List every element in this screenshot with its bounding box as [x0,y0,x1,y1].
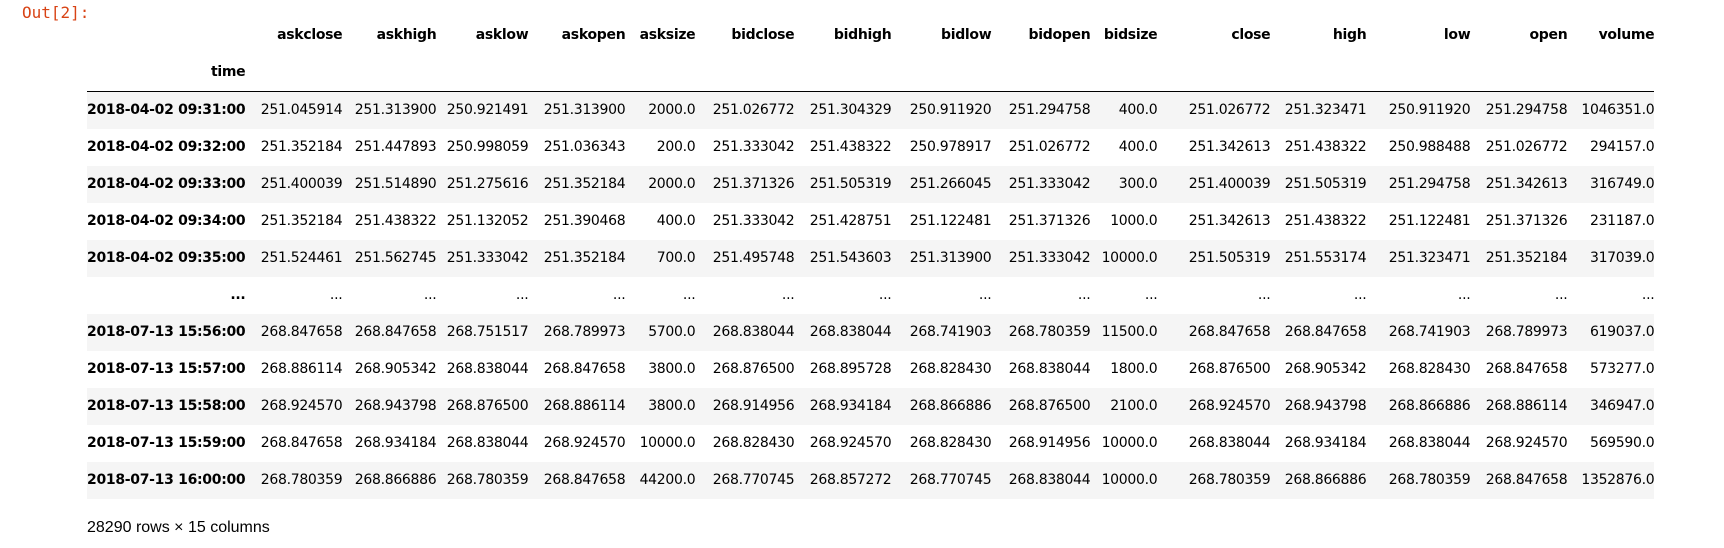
dataframe-table [87,18,1654,499]
cell-asklow: 251.333042 [446,250,529,266]
cell-low: 268.741903 [1388,324,1471,340]
index-name-blank-cell [794,53,891,92]
cell-close: 251.342613 [1188,139,1271,155]
cell-asksize: 200.0 [656,139,696,155]
cell-low: ... [1457,287,1471,303]
cell-close: 268.876500 [1188,361,1271,377]
cell-askhigh: 268.934184 [354,435,437,451]
column-header-low: low [1443,27,1471,43]
output-prompt: Out[2]: [22,3,90,22]
cell-askhigh: 251.313900 [354,102,437,118]
cell-askhigh: 268.943798 [354,398,437,414]
cell-bidclose: 268.770745 [712,472,795,488]
cell-bidlow: 268.770745 [909,472,992,488]
cell-high: 251.438322 [1284,213,1367,229]
cell-asklow: 250.921491 [446,102,529,118]
cell-bidlow: 250.911920 [909,102,992,118]
cell-close: 251.342613 [1188,213,1271,229]
cell-asklow: 250.998059 [446,139,529,155]
cell-askopen: 268.847658 [543,361,626,377]
cell-volume: 1046351.0 [1581,102,1655,118]
cell-bidsize: 1800.0 [1110,361,1158,377]
cell-asksize: 2000.0 [648,176,696,192]
cell-asklow: 251.132052 [446,213,529,229]
cell-bidclose: 268.876500 [712,361,795,377]
cell-close: 251.026772 [1188,102,1271,118]
column-header-row [87,18,1654,53]
cell-bidlow: 251.313900 [909,250,992,266]
cell-bidhigh: 268.924570 [809,435,892,451]
column-header-open: open [1529,27,1568,43]
cell-askopen: 251.036343 [543,139,626,155]
index-name-blank-cell [695,53,794,92]
column-header-bidhigh: bidhigh [833,27,892,43]
cell-bidclose: 251.371326 [712,176,795,192]
cell-bidsize: ... [1144,287,1158,303]
cell-asksize: 5700.0 [648,324,696,340]
column-header-bidclose: bidclose [731,27,795,43]
table-row [87,425,1654,462]
cell-asksize: 2000.0 [648,102,696,118]
cell-bidclose: 251.495748 [712,250,795,266]
cell-bidclose: 268.828430 [712,435,795,451]
cell-volume: ... [1641,287,1655,303]
corner-cell [87,18,245,53]
cell-low: 251.294758 [1388,176,1471,192]
cell-bidhigh: 268.895728 [809,361,892,377]
cell-bidhigh: ... [878,287,892,303]
cell-bidsize: 400.0 [1118,139,1158,155]
row-index-cell: 2018-04-02 09:34:00 [87,213,246,229]
cell-high: 251.553174 [1284,250,1367,266]
column-header-asklow: asklow [475,27,529,43]
cell-close: 251.505319 [1188,250,1271,266]
cell-volume: 569590.0 [1589,435,1655,451]
cell-bidhigh: 268.838044 [809,324,892,340]
cell-askopen: 268.886114 [543,398,626,414]
cell-close: 268.847658 [1188,324,1271,340]
column-header-bidopen: bidopen [1028,27,1091,43]
cell-asksize: ... [682,287,696,303]
cell-open: 251.294758 [1485,102,1568,118]
index-name-blank-cell [1090,53,1157,92]
cell-close: 268.780359 [1188,472,1271,488]
cell-bidhigh: 251.505319 [809,176,892,192]
table-row [87,277,1654,314]
cell-volume: 619037.0 [1589,324,1655,340]
cell-bidlow: 268.828430 [909,361,992,377]
cell-bidlow: 251.122481 [909,213,992,229]
column-header-askclose: askclose [277,27,343,43]
cell-askclose: 268.847658 [260,435,343,451]
cell-bidclose: 268.914956 [712,398,795,414]
cell-askhigh: 251.438322 [354,213,437,229]
cell-open: 268.924570 [1485,435,1568,451]
table-row [87,166,1654,203]
cell-high: 251.438322 [1284,139,1367,155]
cell-asklow: 268.780359 [446,472,529,488]
cell-bidclose: 251.333042 [712,139,795,155]
cell-low: 250.911920 [1388,102,1471,118]
cell-askclose: 251.524461 [260,250,343,266]
cell-high: 268.943798 [1284,398,1367,414]
index-name-blank-cell [891,53,991,92]
cell-bidopen: 268.914956 [1008,435,1091,451]
row-index-cell: ... [230,287,246,303]
cell-low: 268.780359 [1388,472,1471,488]
table-row [87,388,1654,425]
cell-askclose: 251.045914 [260,102,343,118]
cell-askopen: 268.789973 [543,324,626,340]
index-name-blank-cell [528,53,625,92]
column-header-close: close [1231,27,1271,43]
cell-asksize: 44200.0 [639,472,696,488]
cell-askclose: 268.847658 [260,324,343,340]
cell-asklow: 251.275616 [446,176,529,192]
cell-askhigh: 251.562745 [354,250,437,266]
cell-bidhigh: 268.934184 [809,398,892,414]
cell-bidlow: 268.866886 [909,398,992,414]
index-name-blank-cell [436,53,528,92]
cell-askclose: 268.886114 [260,361,343,377]
cell-volume: 294157.0 [1589,139,1655,155]
cell-askopen: 268.847658 [543,472,626,488]
cell-bidsize: 2100.0 [1110,398,1158,414]
cell-askhigh: 268.866886 [354,472,437,488]
cell-close: 268.838044 [1188,435,1271,451]
column-header-askhigh: askhigh [376,27,437,43]
cell-low: 268.866886 [1388,398,1471,414]
table-row [87,240,1654,277]
column-header-bidsize: bidsize [1103,27,1158,43]
table-row [87,314,1654,351]
index-name-blank-cell [625,53,695,92]
cell-high: 268.934184 [1284,435,1367,451]
index-name-blank-cell [1157,53,1270,92]
row-index-cell: 2018-04-02 09:31:00 [87,102,246,118]
index-name-blank-cell [1270,53,1366,92]
cell-open: 251.026772 [1485,139,1568,155]
index-name-blank-cell [1366,53,1470,92]
cell-open: 268.886114 [1485,398,1568,414]
shape-summary: 28290 rows × 15 columns [87,519,270,536]
cell-askhigh: ... [423,287,437,303]
cell-volume: 316749.0 [1589,176,1655,192]
cell-bidhigh: 268.857272 [809,472,892,488]
cell-bidhigh: 251.438322 [809,139,892,155]
cell-asksize: 400.0 [656,213,696,229]
cell-open: 251.371326 [1485,213,1568,229]
cell-askopen: 268.924570 [543,435,626,451]
cell-askclose: 251.352184 [260,139,343,155]
cell-bidopen: ... [1077,287,1091,303]
cell-bidclose: 251.026772 [712,102,795,118]
cell-askclose: 268.924570 [260,398,343,414]
cell-asklow: 268.751517 [446,324,529,340]
cell-askclose: ... [329,287,343,303]
cell-open: 268.847658 [1485,472,1568,488]
cell-bidopen: 268.838044 [1008,361,1091,377]
column-header-high: high [1332,27,1367,43]
cell-askclose: 268.780359 [260,472,343,488]
cell-bidlow: 251.266045 [909,176,992,192]
cell-bidsize: 400.0 [1118,102,1158,118]
cell-low: 251.122481 [1388,213,1471,229]
cell-close: ... [1257,287,1271,303]
cell-bidopen: 251.026772 [1008,139,1091,155]
cell-askopen: 251.390468 [543,213,626,229]
cell-bidhigh: 251.543603 [809,250,892,266]
dataframe-output [87,18,1654,499]
cell-askhigh: 251.447893 [354,139,437,155]
cell-volume: 346947.0 [1589,398,1655,414]
cell-asksize: 10000.0 [639,435,696,451]
column-header-askopen: askopen [561,27,626,43]
cell-bidopen: 268.780359 [1008,324,1091,340]
cell-bidlow: 268.828430 [909,435,992,451]
cell-close: 251.400039 [1188,176,1271,192]
index-name-blank-cell [245,53,342,92]
cell-asklow: 268.838044 [446,361,529,377]
column-header-volume: volume [1598,27,1655,43]
cell-bidopen: 251.294758 [1008,102,1091,118]
cell-askhigh: 268.847658 [354,324,437,340]
cell-bidsize: 10000.0 [1101,472,1158,488]
table-body [87,92,1654,500]
cell-open: 251.352184 [1485,250,1568,266]
index-name-cell: time [87,53,245,92]
table-row [87,92,1654,130]
cell-bidclose: 251.333042 [712,213,795,229]
cell-volume: 1352876.0 [1581,472,1655,488]
cell-asklow: ... [515,287,529,303]
table-row [87,203,1654,240]
cell-bidlow: ... [978,287,992,303]
cell-open: ... [1554,287,1568,303]
cell-high: 268.847658 [1284,324,1367,340]
index-name-blank-cell [991,53,1090,92]
index-name-blank-cell [1470,53,1567,92]
row-index-cell: 2018-07-13 15:58:00 [87,398,246,414]
cell-bidlow: 250.978917 [909,139,992,155]
index-name-blank-cell [342,53,436,92]
cell-bidopen: 251.371326 [1008,213,1091,229]
cell-askhigh: 251.514890 [354,176,437,192]
table-row [87,129,1654,166]
cell-askhigh: 268.905342 [354,361,437,377]
cell-asksize: 3800.0 [648,398,696,414]
cell-high: ... [1353,287,1367,303]
row-index-cell: 2018-07-13 15:57:00 [87,361,246,377]
cell-askclose: 251.400039 [260,176,343,192]
cell-asklow: 268.876500 [446,398,529,414]
cell-high: 251.323471 [1284,102,1367,118]
row-index-cell: 2018-07-13 16:00:00 [87,472,246,488]
column-header-asksize: asksize [639,27,696,43]
cell-asklow: 268.838044 [446,435,529,451]
cell-open: 251.342613 [1485,176,1568,192]
cell-bidhigh: 251.428751 [809,213,892,229]
cell-askopen: 251.313900 [543,102,626,118]
cell-high: 268.866886 [1284,472,1367,488]
row-index-cell: 2018-07-13 15:59:00 [87,435,246,451]
cell-bidopen: 268.838044 [1008,472,1091,488]
cell-volume: 231187.0 [1589,213,1655,229]
cell-askclose: 251.352184 [260,213,343,229]
row-index-cell: 2018-04-02 09:33:00 [87,176,246,192]
cell-askopen: ... [612,287,626,303]
cell-low: 268.828430 [1388,361,1471,377]
cell-bidopen: 268.876500 [1008,398,1091,414]
cell-bidclose: 268.838044 [712,324,795,340]
cell-bidsize: 1000.0 [1110,213,1158,229]
cell-low: 251.323471 [1388,250,1471,266]
row-index-cell: 2018-07-13 15:56:00 [87,324,246,340]
cell-bidopen: 251.333042 [1008,250,1091,266]
cell-bidsize: 10000.0 [1101,435,1158,451]
cell-low: 268.838044 [1388,435,1471,451]
cell-bidopen: 251.333042 [1008,176,1091,192]
cell-bidhigh: 251.304329 [809,102,892,118]
cell-bidsize: 300.0 [1118,176,1158,192]
cell-high: 268.905342 [1284,361,1367,377]
column-header-bidlow: bidlow [940,27,992,43]
row-index-cell: 2018-04-02 09:35:00 [87,250,246,266]
cell-volume: 317039.0 [1589,250,1655,266]
cell-low: 250.988488 [1388,139,1471,155]
table-row [87,462,1654,499]
cell-bidsize: 11500.0 [1101,324,1158,340]
row-index-cell: 2018-04-02 09:32:00 [87,139,246,155]
cell-bidsize: 10000.0 [1101,250,1158,266]
index-name-blank-cell [1567,53,1654,92]
cell-askopen: 251.352184 [543,176,626,192]
cell-high: 251.505319 [1284,176,1367,192]
cell-asksize: 3800.0 [648,361,696,377]
cell-open: 268.789973 [1485,324,1568,340]
cell-open: 268.847658 [1485,361,1568,377]
cell-close: 268.924570 [1188,398,1271,414]
index-name-row [87,53,1654,92]
cell-asksize: 700.0 [656,250,696,266]
cell-bidlow: 268.741903 [909,324,992,340]
cell-volume: 573277.0 [1589,361,1655,377]
cell-bidclose: ... [781,287,795,303]
cell-askopen: 251.352184 [543,250,626,266]
table-row [87,351,1654,388]
